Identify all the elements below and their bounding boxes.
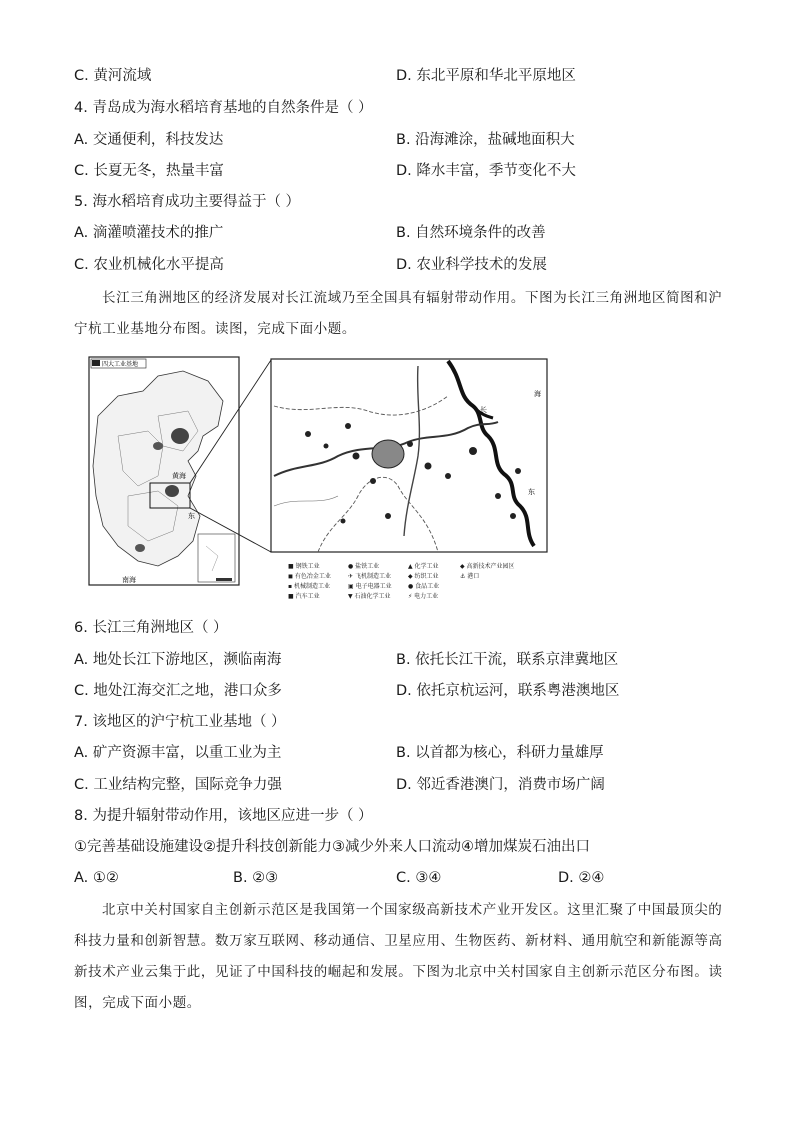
q7-stem: 7. 该地区的沪宁杭工业基地（ ） bbox=[74, 714, 286, 730]
main-label-east: 东 bbox=[528, 488, 535, 496]
map-legend bbox=[288, 562, 546, 602]
q5-option-a: A. 滴灌喷灌技术的推广 bbox=[74, 225, 224, 241]
q7-option-d: D. 邻近香港澳门，消费市场广阔 bbox=[396, 777, 605, 793]
q6-stem: 6. 长江三角洲地区（ ） bbox=[74, 620, 228, 636]
q4-option-d: D. 降水丰富，季节变化不大 bbox=[396, 163, 576, 179]
q4-stem: 4. 青岛成为海水稻培育基地的自然条件是（ ） bbox=[74, 100, 373, 116]
q3-option-d: D. 东北平原和华北平原地区 bbox=[396, 68, 576, 84]
passage-zhongguancun bbox=[74, 895, 724, 1019]
q5-stem: 5. 海水稻培育成功主要得益于（ ） bbox=[74, 194, 301, 210]
label-yellow-sea: 黄海 bbox=[172, 472, 186, 480]
yangtze-delta-map-figure bbox=[88, 356, 550, 604]
legend-item: ● 盐铁工业 bbox=[348, 563, 380, 570]
q6-option-c: C. 地处江海交汇之地，港口众多 bbox=[74, 683, 282, 699]
legend-item: ✈ 飞机制造工业 bbox=[348, 573, 391, 580]
q6-option-a: A. 地处长江下游地区，濒临南海 bbox=[74, 652, 282, 668]
q4-option-c: C. 长夏无冬，热量丰富 bbox=[74, 163, 224, 179]
q6-option-b: B. 依托长江干流，联系京津冀地区 bbox=[396, 652, 619, 668]
q5-option-b: B. 自然环境条件的改善 bbox=[396, 225, 546, 241]
legend-item: ▼ 石油化学工业 bbox=[348, 593, 391, 600]
q7-option-b: B. 以首都为核心，科研力量雄厚 bbox=[396, 745, 604, 761]
legend-item: ⚓ 港口 bbox=[460, 573, 480, 580]
legend-item: ■ 汽车工业 bbox=[288, 593, 320, 600]
passage-yangtze-delta bbox=[74, 283, 724, 345]
legend-item: ▣ 电子电器工业 bbox=[348, 583, 392, 590]
inset-title: 四大工业基地 bbox=[102, 361, 139, 368]
q8-option-c: C. ③④ bbox=[396, 870, 442, 886]
main-label-chang: 长 bbox=[480, 406, 487, 414]
q8-statements: ①完善基础设施建设②提升科技创新能力③减少外来人口流动④增加煤炭石油出口 bbox=[74, 839, 590, 855]
q8-option-a: A. ①② bbox=[74, 870, 119, 886]
china-inset-map bbox=[89, 357, 239, 585]
q8-stem: 8. 为提升辐射带动作用，该地区应进一步（ ） bbox=[74, 808, 373, 824]
label-south-sea: 南海 bbox=[122, 576, 136, 584]
legend-item: ◆ 纺织工业 bbox=[408, 573, 439, 580]
passage-zhongguancun-text: 北京中关村国家自主创新示范区是我国第一个国家级高新技术产业开发区。这里汇聚了中国最顶尖的科技力量和创新智慧。数万家互联网、移动通信、卫星应用、生物医药、新材料、通用航空和新能源等高新技术产业云集于此，见证了中国科技的崛起和发展。下图为北京中关村国家自主创新示范区分布图。读图，完成下面小题。 bbox=[74, 902, 723, 1011]
q7-option-c: C. 工业结构完整，国际竞争力强 bbox=[74, 777, 282, 793]
legend-item: ◆ 高新技术产业园区 bbox=[460, 563, 515, 570]
q7-option-a: A. 矿产资源丰富，以重工业为主 bbox=[74, 745, 282, 761]
legend-item: ◼ 有色冶金工业 bbox=[288, 573, 331, 580]
q4-option-b: B. 沿海滩涂，盐碱地面积大 bbox=[396, 132, 575, 148]
legend-item: ▲ 化学工业 bbox=[408, 563, 439, 570]
legend-item: ▪ 机械制造工业 bbox=[288, 583, 330, 590]
q5-option-c: C. 农业机械化水平提高 bbox=[74, 257, 224, 273]
legend-item: ■ 钢铁工业 bbox=[288, 563, 320, 570]
q5-option-d: D. 农业科学技术的发展 bbox=[396, 257, 547, 273]
main-label-sea: 海 bbox=[534, 390, 541, 398]
q6-option-d: D. 依托京杭运河，联系粤港澳地区 bbox=[396, 683, 620, 699]
legend-item: ⚡ 电力工业 bbox=[408, 593, 439, 600]
q8-option-d: D. ②④ bbox=[558, 870, 605, 886]
passage-yangtze-delta-text: 长江三角洲地区的经济发展对长江流域乃至全国具有辐射带动作用。下图为长江三角洲地区简图和沪宁杭工业基地分布图。读图，完成下面小题。 bbox=[74, 290, 723, 337]
q8-option-b: B. ②③ bbox=[233, 870, 279, 886]
q3-option-c: C. 黄河流域 bbox=[74, 68, 152, 84]
q4-option-a: A. 交通便利，科技发达 bbox=[74, 132, 224, 148]
label-east: 东 bbox=[188, 512, 195, 520]
legend-item: ● 食品工业 bbox=[408, 583, 440, 590]
